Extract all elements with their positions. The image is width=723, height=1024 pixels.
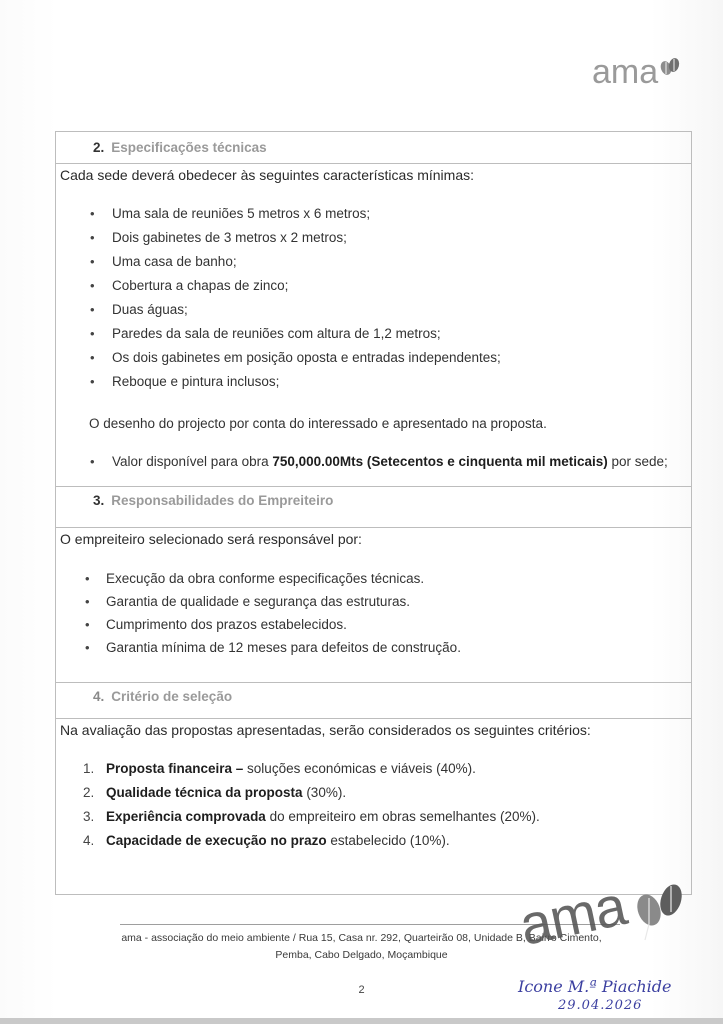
- footer-divider: [120, 924, 620, 925]
- page-number: 2: [358, 984, 365, 996]
- criterion-title: Capacidade de execução no prazo: [106, 833, 327, 848]
- criterion-item: [56, 757, 691, 781]
- criteria-list: [56, 757, 691, 853]
- list-item: • Os dois gabinetes em posição oposta e entradas independentes;: [56, 346, 691, 370]
- responsibilities-list: [56, 567, 691, 659]
- section-header-criteria: [56, 683, 691, 719]
- section-body-responsibilities: [56, 528, 691, 683]
- list-item: • Duas águas;: [56, 298, 691, 322]
- document-table: [55, 131, 692, 895]
- handwritten-signature: [518, 978, 671, 1015]
- criterion-detail: soluções económicas e viáveis (40%).: [243, 761, 476, 776]
- section-number: 2.: [93, 140, 105, 155]
- list-item: • Cobertura a chapas de zinco;: [56, 274, 691, 298]
- section-intro: Na avaliação das propostas apresentadas, serão considerados os seguintes critérios:: [60, 722, 591, 738]
- value-list: [56, 450, 691, 474]
- design-note: O desenho do projecto por conta do interessado e apresentado na proposta.: [89, 416, 547, 431]
- signature-name: Icone M.ª Piachide: [518, 977, 672, 996]
- section-title: Responsabilidades do Empreiteiro: [111, 493, 334, 508]
- header-logo: [592, 52, 681, 92]
- list-item: • Garantia mínima de 12 meses para defeitos de construção.: [56, 636, 691, 659]
- budget-prefix: Valor disponível para obra: [112, 454, 273, 469]
- criterion-item: [56, 829, 691, 853]
- criterion-detail: estabelecido (10%).: [326, 833, 450, 848]
- criterion-number: 2.: [83, 785, 95, 800]
- budget-suffix: por sede;: [607, 454, 668, 469]
- criterion-item: [56, 781, 691, 805]
- budget-amount: 750,000.00Mts (Setecentos e cinquenta mil meticais): [272, 454, 608, 469]
- criterion-number: 3.: [83, 809, 95, 824]
- section-intro: O empreiteiro selecionado será responsável por:: [60, 531, 362, 547]
- page-edge: [0, 1018, 723, 1024]
- budget-value-item: [56, 450, 691, 474]
- criterion-title: Proposta financeira –: [106, 761, 244, 776]
- criterion-number: 1.: [83, 761, 95, 776]
- criterion-detail: do empreiteiro em obras semelhantes (20%).: [265, 809, 540, 824]
- list-item: • Execução da obra conforme especificações técnicas.: [56, 567, 691, 590]
- signature-date: 29.04.2026: [558, 998, 643, 1013]
- logo-wordmark: ama: [592, 53, 659, 91]
- section-header-responsibilities: [56, 487, 691, 528]
- section-title: Especificações técnicas: [111, 140, 267, 155]
- footer-address: [0, 930, 723, 964]
- section-number: 3.: [93, 493, 105, 508]
- criterion-title: Qualidade técnica da proposta: [106, 785, 303, 800]
- list-item: • Uma casa de banho;: [56, 250, 691, 274]
- section-header-specs: [56, 132, 691, 164]
- list-item: • Reboque e pintura inclusos;: [56, 370, 691, 394]
- footer-line-1: ama - associação do meio ambiente / Rua 15, Casa nr. 292, Quarteirão 08, Unidade B, Bairro Cimento,: [121, 932, 602, 944]
- list-item: • Cumprimento dos prazos estabelecidos.: [56, 613, 691, 636]
- footer-line-2: Pemba, Cabo Delgado, Moçambique: [275, 949, 448, 961]
- list-item: • Paredes da sala de reuniões com altura de 1,2 metros;: [56, 322, 691, 346]
- section-body-criteria: [56, 719, 691, 895]
- stamp-wordmark: ama: [514, 873, 631, 957]
- section-number: 4.: [93, 689, 105, 704]
- list-item: • Garantia de qualidade e segurança das estruturas.: [56, 590, 691, 613]
- section-intro: Cada sede deverá obedecer às seguintes características mínimas:: [60, 167, 474, 183]
- criterion-title: Experiência comprovada: [106, 809, 266, 824]
- section-title: Critério de seleção: [111, 689, 233, 704]
- list-item: • Uma sala de reuniões 5 metros x 6 metros;: [56, 202, 691, 226]
- criterion-item: [56, 805, 691, 829]
- criterion-detail: (30%).: [302, 785, 347, 800]
- leaf-logo-icon: [659, 56, 681, 78]
- specs-list: [56, 202, 691, 394]
- criterion-number: 4.: [83, 833, 95, 848]
- list-item: • Dois gabinetes de 3 metros x 2 metros;: [56, 226, 691, 250]
- section-body-specs: [56, 164, 691, 487]
